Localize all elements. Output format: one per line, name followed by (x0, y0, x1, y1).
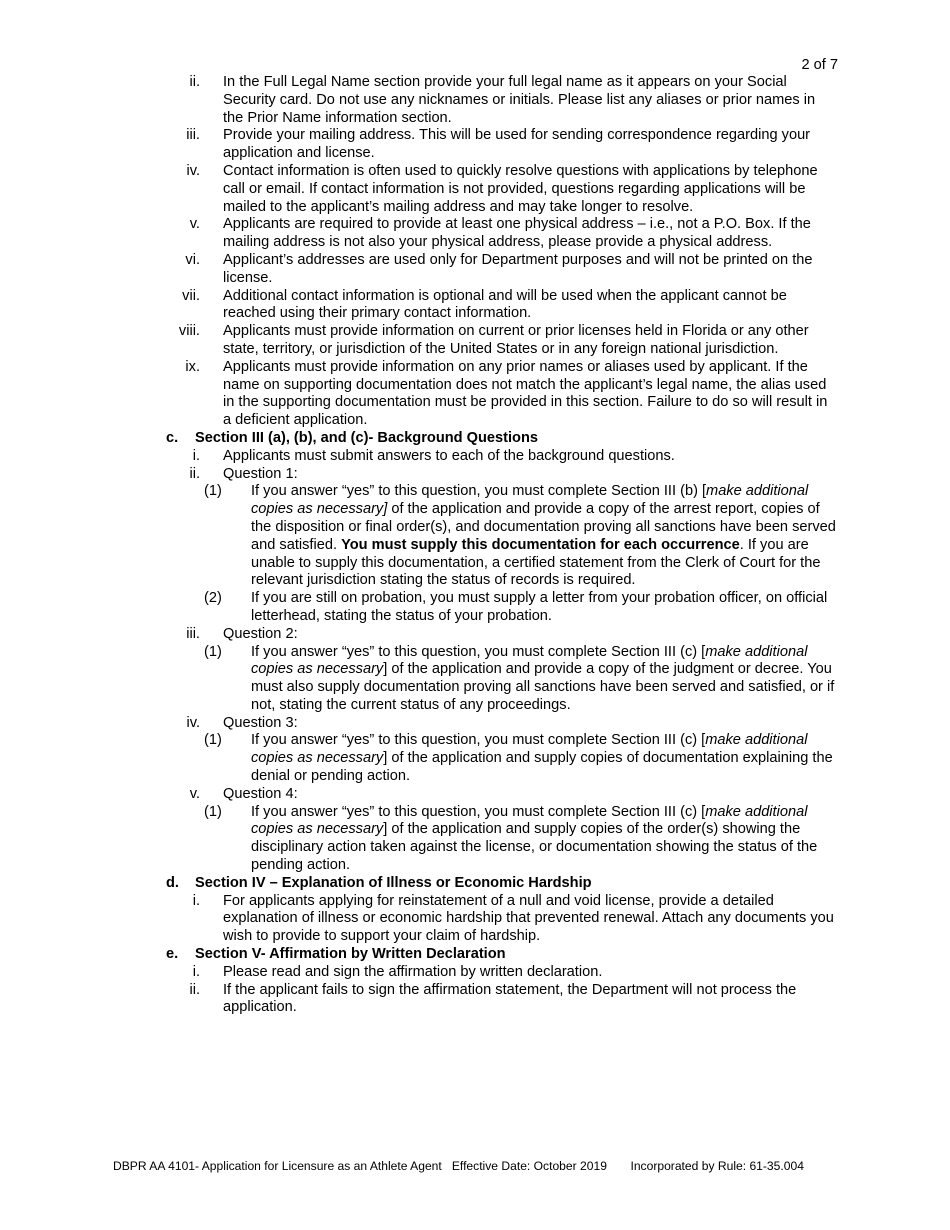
list-item (178, 323, 837, 359)
list-item (186, 127, 837, 163)
list-item (192, 892, 837, 946)
document-body (0, 74, 950, 1017)
list-item (189, 465, 837, 484)
item-marker: iv. (186, 162, 200, 179)
item-marker: viii. (178, 323, 200, 340)
item-marker: iii. (186, 127, 200, 144)
sub-item (204, 803, 837, 875)
item-text: Additional contact information is optional and will be used when the applicant cannot be reached using their primary contact information. (223, 287, 787, 322)
item-marker: (1) (204, 732, 222, 749)
item-marker: i. (192, 447, 200, 464)
section-marker: d. (166, 874, 179, 891)
page-number: 2 of 7 (801, 57, 838, 73)
item-text: Applicants are required to provide at least one physical address – i.e., not a P.O. Box. If the mailing address is not also your physical address, please provide a physical address. (223, 216, 811, 251)
item-text: Question 2: (223, 625, 298, 642)
sub-item (204, 732, 837, 785)
list-item (189, 216, 837, 252)
item-text: If you answer “yes” to this question, you must complete Section III (c) [make additional copies as necessary] of the application and supply copies of documentation explaining the denial or pending action. (251, 732, 833, 785)
item-marker: i. (192, 892, 200, 909)
item-marker: vii. (182, 287, 200, 304)
list-item (189, 981, 837, 1018)
list-item (192, 963, 837, 982)
list-item (189, 74, 837, 127)
item-text: Please read and sign the affirmation by written declaration. (223, 963, 603, 980)
item-marker: ii. (189, 465, 200, 482)
list-item (186, 162, 837, 216)
section-heading (166, 946, 835, 964)
item-marker: ii. (189, 981, 200, 998)
item-text: Applicant’s addresses are used only for Department purposes and will not be printed on the license. (223, 251, 813, 286)
item-marker: ix. (185, 358, 200, 375)
item-marker: iv. (186, 714, 200, 731)
item-marker: (1) (204, 483, 222, 500)
sub-item (204, 643, 837, 715)
section-marker: c. (166, 429, 179, 446)
section-title: Section III (a), (b), and (c)- Background Questions (195, 429, 538, 446)
item-marker: i. (192, 963, 200, 980)
footer-effective-date: Effective Date: October 2019 (451, 1159, 607, 1173)
sub-item (204, 483, 837, 590)
list-item (186, 714, 837, 733)
section-heading (166, 429, 835, 448)
item-text: Contact information is often used to quickly resolve questions with applications by telephone call or email. If contact information is not provided, questions regarding applications will be mailed to the applicant’s mailing address and may take longer to resolve. (223, 162, 818, 215)
item-marker: (1) (204, 643, 222, 660)
item-text: Applicants must provide information on current or prior licenses held in Florida or any other state, territory, or jurisdiction of the United States or in any foreign national jurisdiction. (223, 323, 809, 357)
list-item (192, 447, 837, 466)
item-text: Question 3: (223, 714, 298, 731)
list-item (189, 785, 837, 804)
sub-item (204, 590, 837, 626)
list-item (182, 287, 837, 324)
item-marker: v. (189, 216, 200, 233)
item-text: If you answer “yes” to this question, you must complete Section III (c) [make additional copies as necessary] of the application and provide a copy of the judgment or decree. You must also supply documentation proving all sanctions have been served and satisfied, or if not, stating the current status of any proceedings. (251, 643, 835, 713)
section-heading (166, 874, 835, 893)
section-title: Section IV – Explanation of Illness or Economic Hardship (195, 874, 592, 891)
item-text: Applicants must submit answers to each of the background questions. (223, 447, 675, 464)
section-title: Section V- Affirmation by Written Declaration (195, 946, 506, 963)
item-text: For applicants applying for reinstatement of a null and void license, provide a detailed explanation of illness or economic hardship that prevented renewal. Attach any documents you wish to provide to support your claim of hardship. (223, 892, 834, 945)
item-text: If you answer “yes” to this question, you must complete Section III (c) [make additional copies as necessary] of the application and supply copies of the order(s) showing the disciplinary action taken against the license, or documentation showing the status of the pending action. (251, 803, 818, 874)
list-item (186, 625, 837, 644)
item-marker: (2) (204, 590, 222, 607)
list-item (185, 358, 837, 430)
item-text: If the applicant fails to sign the affirmation statement, the Department will not process the application. (223, 981, 797, 1016)
item-text: If you answer “yes” to this question, you must complete Section III (b) [make additional copies as necessary] of the application and provide a copy of the arrest report, copies of the disposition or final order(s), and documentation proving all sanctions have been served and satisfied. You must supply this documentation for each occurrence. If you are unable to supply this documentation, a certified statement from the Clerk of Court for the relevant jurisdiction stating the status of records is required. (251, 483, 836, 589)
item-text: Provide your mailing address. This will be used for sending correspondence regarding your application and license. (223, 127, 811, 162)
footer-rule: Incorporated by Rule: 61-35.004 (630, 1159, 804, 1173)
item-text: Applicants must provide information on any prior names or aliases used by applicant. If the name on supporting documentation does not match the applicant’s legal name, the alias used in the supporting documentation must be provided in this section. Failure to do so will result in a deficient application. (223, 358, 828, 429)
list-item (185, 251, 837, 288)
item-marker: iii. (186, 625, 200, 642)
page-footer (113, 1158, 804, 1176)
item-marker: ii. (189, 74, 200, 90)
item-text: Question 4: (223, 785, 298, 802)
item-marker: vi. (185, 251, 200, 268)
item-marker: v. (189, 785, 200, 802)
item-marker: (1) (204, 803, 222, 820)
item-text: Question 1: (223, 465, 298, 482)
item-text: If you are still on probation, you must supply a letter from your probation officer, on official letterhead, stating the status of your probation. (251, 590, 828, 624)
item-text: In the Full Legal Name section provide your full legal name as it appears on your Social Security card. Do not use any nicknames or initials. Please list any aliases or prior names in the Prior Name information section. (223, 74, 816, 126)
section-marker: e. (166, 946, 179, 963)
footer-form-name: DBPR AA 4101- Application for Licensure as an Athlete Agent (113, 1159, 442, 1173)
